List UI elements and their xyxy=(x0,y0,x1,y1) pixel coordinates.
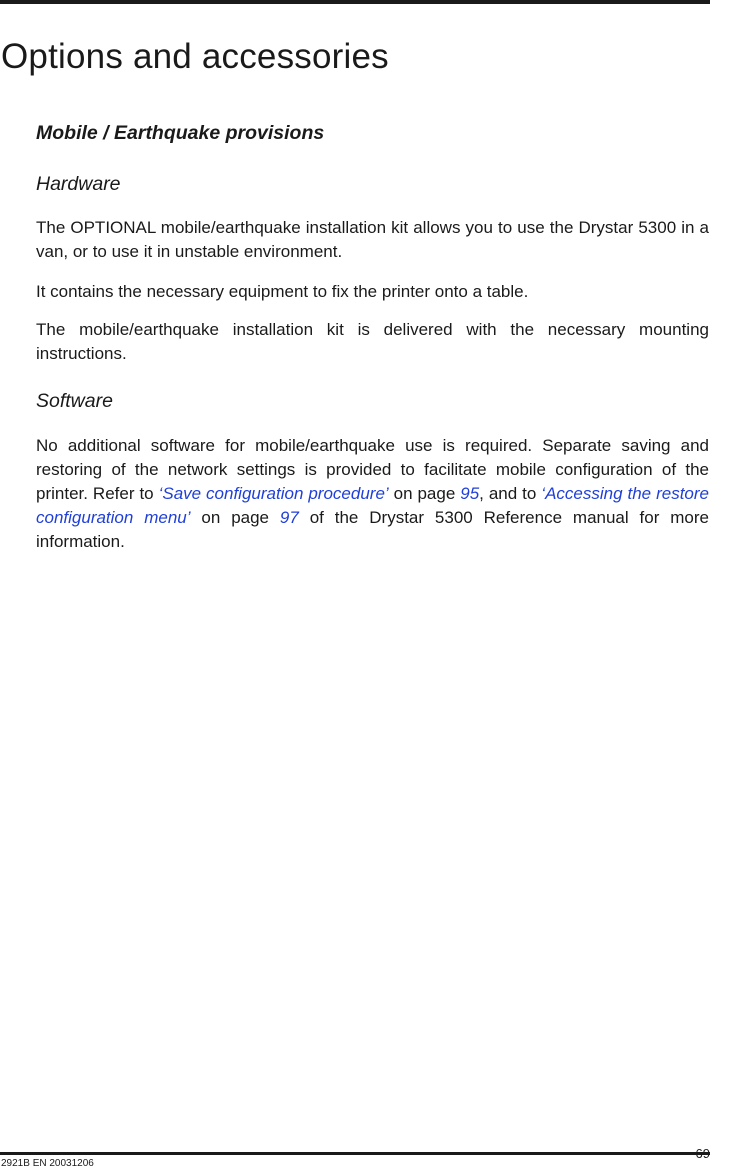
software-text-2: on page xyxy=(388,484,461,503)
hardware-paragraph-3: The mobile/earthquake installation kit is delivered with the necessary mounting instructions. xyxy=(36,320,709,363)
hardware-paragraph-2: It contains the necessary equipment to fix the printer onto a table. xyxy=(36,282,529,301)
hardware-heading: Hardware xyxy=(36,173,121,195)
software-heading: Software xyxy=(36,390,113,412)
hardware-paragraph-1: The OPTIONAL mobile/earthquake installation kit allows you to use the Drystar 5300 in a van, or to use it in unstable environment. xyxy=(36,218,709,261)
software-text-3: , and to xyxy=(479,484,542,503)
software-text-1: No additional software for mobile/earthquake use is required. Separate saving and restoring of the network settings is provided to facilitate mobile configuration of the printer. Refer to xyxy=(36,436,709,503)
software-paragraph xyxy=(36,434,709,554)
software-text-4: on page xyxy=(190,508,280,527)
page-number: 69 xyxy=(695,1146,710,1161)
footer-rule xyxy=(0,1152,710,1155)
page-ref-95-link[interactable]: 95 xyxy=(460,484,480,503)
page-title: Options and accessories xyxy=(1,37,389,76)
page-ref-97-link[interactable]: 97 xyxy=(279,508,299,527)
section-heading: Mobile / Earthquake provisions xyxy=(36,122,325,144)
document-code: 2921B EN 20031206 xyxy=(1,1158,94,1169)
header-rule xyxy=(0,0,710,4)
software-text-5: of the Drystar 5300 Reference manual for more information. xyxy=(36,508,709,551)
restore-configuration-link[interactable]: ‘Accessing the restore configuration menu’ xyxy=(36,484,709,527)
save-configuration-link[interactable]: ‘Save configuration procedure’ xyxy=(158,484,389,503)
